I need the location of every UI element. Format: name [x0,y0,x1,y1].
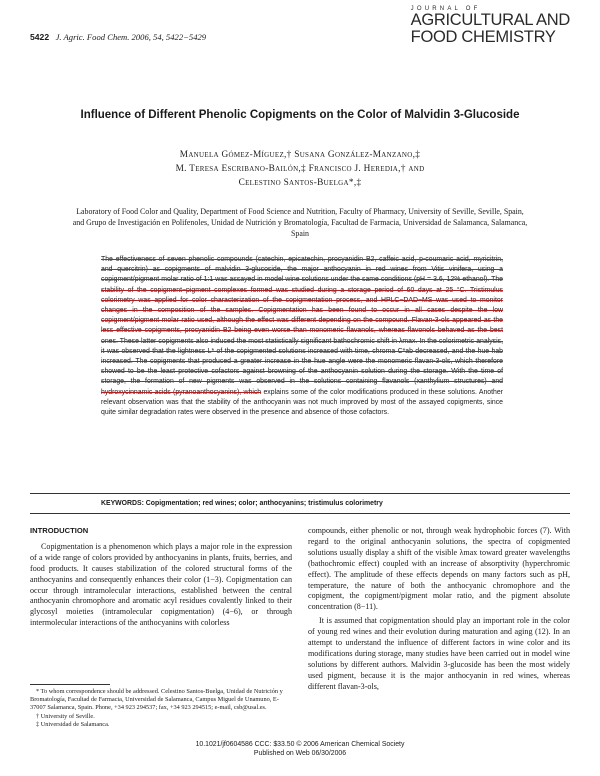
footnotes [30,688,292,729]
divider [30,513,570,514]
citation: J. Agric. Food Chem. 2006, 54, 5422−5429 [55,32,207,42]
right-column [308,526,570,696]
footnote: * To whom correspondence should be addressed. Celestino Santos-Buelga, Unidad de Nutrición y Bromatología, Facultad de Farmacia, Universidad de Salamanca, Campus Miguel de Unamuno, E-37007 Salamanca, Spain. Phone, +34 923 294537; fax, +34 923 294515; e-mail, csb@usal.es. [30,688,283,712]
author-line: M. Teresa Escribano-Bailón,‡ Francisco J. Heredia,† and [175,164,425,175]
footnote: † University of Seville. [36,712,95,720]
divider [30,493,570,494]
abstract [101,255,503,418]
journal-logo [411,6,570,46]
journal-line2: AGRICULTURAL AND [410,11,570,29]
journal-line3: FOOD CHEMISTRY [410,28,556,46]
footnote: ‡ Universidad de Salamanca. [36,720,110,728]
left-column [30,526,292,632]
section-heading: INTRODUCTION [30,526,89,535]
paragraph: It is assumed that copigmentation should play an important role in the color of young red wines and their evolution during maturation and aging (12). In an attempt to understand the influence of different factors in wine color and its modifications during storage, many studies have been carried out in model wine solutions by different authors. Malvidin 3-glucoside has been the most widely used pigment, because it is the major anthocyanin in red wines, whereas different flavan-3-ols, [308,616,570,691]
article-title: Influence of Different Phenolic Copigments on the Color of Malvidin 3-Glucoside [80,109,520,121]
journal-line1: JOURNAL OF [410,6,481,12]
running-header [30,32,206,42]
keywords-label: KEYWORDS: [101,500,144,507]
author-list [60,148,540,191]
doi-footer [0,740,600,758]
abstract-struck-text: The effectiveness of seven phenolic compounds (catechin, epicatechin, procyanidin B2, caffeic acid, p-coumaric acid, myricitrin, and quercitrin) as copigments of malvidin 3-glucoside, the major anthocyanin in red wines from Vitis vinifera, using a copigment/pigment molar ratio of 1:1 was assayed in model wine solutions under the same conditions (pH = 3.6, 12% ethanol). The stability of the copigment−pigment complexes formed was studied during a storage period of 60 days at 25 °C. Tristimulus colorimetry was applied for color characterization of the copigmentation process, and HPLC−DAD−MS was used to monitor changes in the composition of the samples. Copigmentation has been found to occur in all cases despite the low copigment/pigment molar ratio used, although the effect was different depending on the compound. Flavan-3-ols appeared as the less effective copigments, procyanidin B2 being even worse than monomeric flavanols, whereas flavonols behaved as the best ones. These latter copigments also induced the most statistically significant bathochromic shift in λmax. In the colorimetric analysis, it was observed that the lightness L* of the copigmented solutions increased with time, chroma C*ab decreased, and the hue hab increased. The copigments that produced a greater increase in the hue angle were the monomeric flavan-3-ols, which therefore showed to be the least protective cofactors against browning of the anthocyanin solution during the storage. With the time of storage, the formation of new pigments was observed in the solutions containing flavanols (xanthylium structures) and hydroxycinnamic acids (pyranoanthocyanins), which [101,256,503,396]
keywords [101,500,503,507]
published-line: Published on Web 06/30/2006 [253,750,347,757]
author-line: Celestino Santos-Buelga*,‡ [238,178,362,189]
author-line: Manuela Gómez-Míguez,† Susana González-Manzano,‡ [179,150,421,160]
affiliation: Laboratory of Food Color and Quality, Department of Food Science and Nutrition, Faculty of Pharmacy, University of Seville, Seville, Spain, and Grupo de Investigación en Polifenoles, Unidad de Nutrición y Bromatología, Facultad de Farmacia, Universidad de Salamanca, Salamanca, Spain [72,207,528,239]
paragraph: Copigmentation is a phenomenon which plays a major role in the expression of a wide range of colors provided by anthocyanins in plants, fruits, berries, and food products. It causes stabilization of the colored structural forms of the anthocyanins and consequently enhances their color (1−3). Copigmentation can occur through intramolecular interactions, established between the central anthocyanin chromophore and aromatic acyl residues covalently linked to their glycosyl moieties (intramolecular copigmentation) (4−6), or through intermolecular interactions of the anthocyanins with colorless [30,541,292,628]
doi-line: 10.1021/jf0604586 CCC: $33.50 © 2006 American Chemical Society [195,741,405,748]
footnote-divider [30,684,110,685]
keywords-text: Copigmentation; red wines; color; anthocyanins; tristimulus colorimetry [145,500,383,507]
abstract-text: explains some of the color modifications produced in these solutions. Another relevant observation was that the stability of the anthocyanin was not much improved by most of the assayed copigments, since quite similar degradation rates were observed in the presence and absence of those cofactors. [101,388,503,417]
page-number: 5422 [30,32,50,42]
paragraph: compounds, either phenolic or not, through weak hydrophobic forces (7). With regard to the original anthocyanin solutions, the spectra of copigmented solutions usually display a shift of the visible λmax toward greater wavelengths (bathochromic effect) coupled with an increase of absorptivity (hyperchromic effect). The amplitude of these effects depends on many factors such as pH, temperature, the nature of both the anthocyanic chromophore and the copigment, the copigment/pigment molar ratio, and the pigment absolute concentration (8−11). [308,526,570,612]
